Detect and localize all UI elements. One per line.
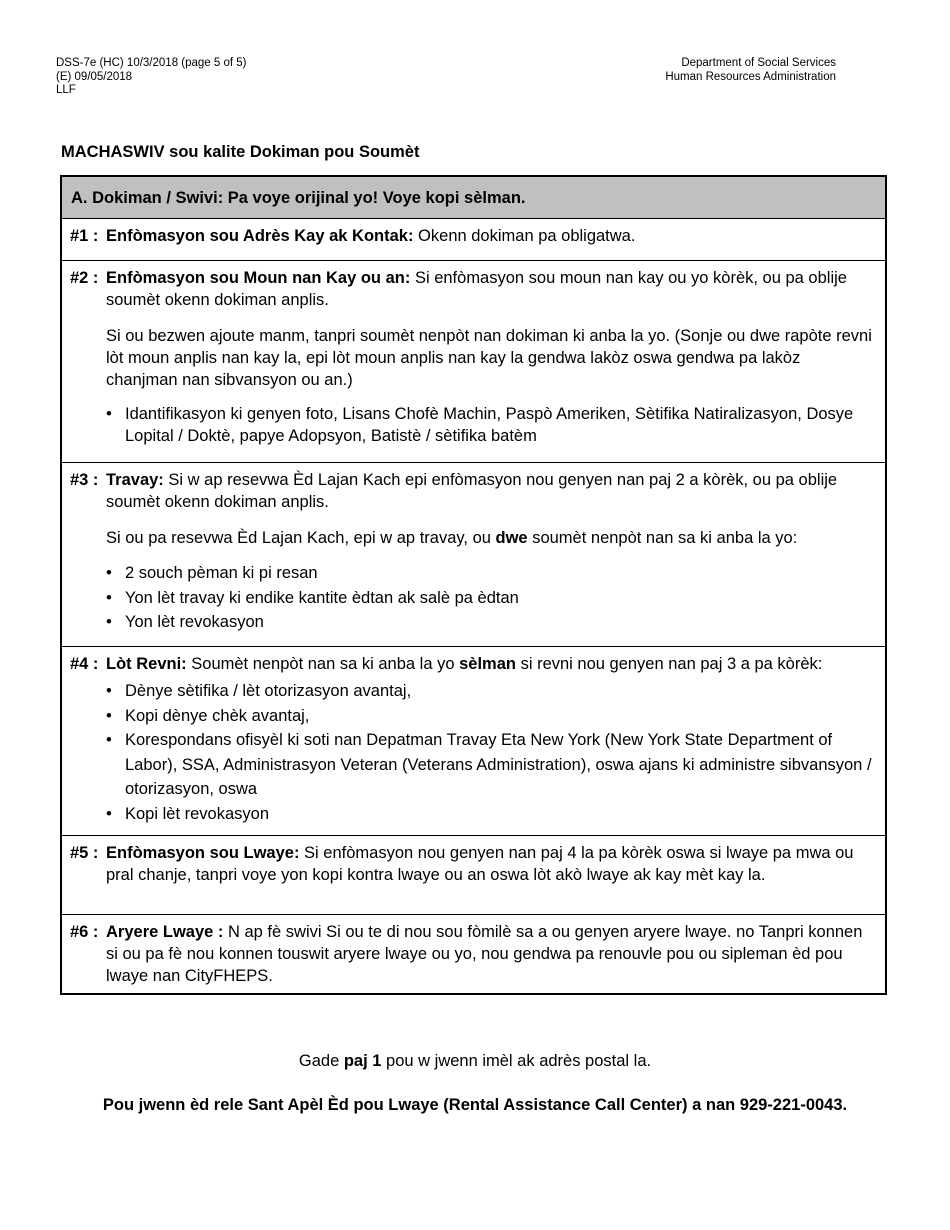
- list-item: • Kopi lèt revokasyon: [125, 802, 875, 827]
- section-text: Okenn dokiman pa obligatwa.: [413, 227, 636, 245]
- call-center-notice: Pou jwenn èd rele Sant Apèl Èd pou Lwaye (Rental Assistance Call Center) a nan 929-221-0043.: [102, 1096, 848, 1114]
- paragraph-text: Si ou pa resevwa Èd Lajan Kach, epi w ap travay, ou: [106, 529, 496, 547]
- section-5: [62, 836, 885, 915]
- section-number: #1 :: [70, 227, 99, 245]
- administration-name: Human Resources Administration: [665, 70, 836, 83]
- contact-reference-note: [0, 1052, 950, 1071]
- section-number: #3 :: [70, 471, 99, 489]
- bullet-list: [106, 403, 875, 447]
- section-label: Enfòmasyon sou Moun nan Kay ou an:: [106, 269, 411, 287]
- list-item: • Dènye sètifika / lèt otorizasyon avantaj,: [125, 679, 875, 704]
- section-number: #4 :: [70, 655, 99, 673]
- section-label: Lòt Revni:: [106, 655, 187, 673]
- section-label: Aryere Lwaye :: [106, 923, 224, 941]
- section-number: #5 :: [70, 844, 99, 862]
- list-item: • Yon lèt revokasyon: [125, 610, 875, 635]
- section-label: Enfòmasyon sou Adrès Kay ak Kontak:: [106, 227, 414, 245]
- form-edition-date: (E) 09/05/2018: [56, 70, 133, 83]
- section-text: Si w ap resevwa Èd Lajan Kach epi enfòmasyon nou genyen nan paj 2 a kòrèk, ou pa oblije soumèt okenn dokiman anplis.: [106, 471, 838, 511]
- section-4: [62, 647, 885, 836]
- list-item: • Korespondans ofisyèl ki soti nan Depatman Travay Eta New York (New York State Department of Labor), SSA, Administrasyon Veteran (Veterans Administration), oswa ajans ki administre sibvansyon / otorizasyon, oswa: [125, 728, 875, 802]
- section-text: si revni nou genyen nan paj 3 a pa kòrèk:: [515, 655, 823, 673]
- section-number: #6 :: [70, 923, 99, 941]
- section-label: Enfòmasyon sou Lwaye:: [106, 844, 300, 862]
- section-text: N ap fè swivi Si ou te di nou sou fòmilè sa a ou genyen aryere lwaye. no Tanpri konnen si ou pa fè nou konnen touswit aryere lwaye ou yo, nou gendwa pa renouvle pou ou sipleman èd pou lwaye nan CityFHEPS.: [106, 923, 863, 985]
- documents-table: [60, 175, 887, 995]
- list-item: • Kopi dènye chèk avantaj,: [125, 704, 875, 729]
- section-paragraph: Si ou bezwen ajoute manm, tanpri soumèt nenpòt nan dokiman ki anba la yo. (Sonje ou dwe rapòte revni lòt moun anplis nan kay la, epi lòt moun anplis nan kay la gendwa lakòz oswa gendwa pa lakòz chanjman nan sibvansyon ou an.): [106, 327, 872, 389]
- list-item: • 2 souch pèman ki pi resan: [125, 561, 875, 586]
- section-number: #2 :: [70, 269, 99, 287]
- list-item: • Yon lèt travay ki endike kantite èdtan ak salè pa èdtan: [125, 586, 875, 611]
- form-identifier: [56, 57, 247, 98]
- department-name: Department of Social Services: [681, 57, 836, 69]
- emphasis-text: sèlman: [459, 655, 516, 673]
- section-text: Si enfòmasyon nou genyen nan paj 4 la pa kòrèk oswa si lwaye pa mwa ou pral chanje, tanpri voye yon kopi kontra lwaye ou an oswa lòt akò lwaye ak kay mèt kay la.: [106, 844, 854, 884]
- section-label: Travay:: [106, 471, 164, 489]
- agency-name: [665, 57, 836, 84]
- section-text: Soumèt nenpòt nan sa ki anba la yo: [186, 655, 460, 673]
- form-number: DSS-7e (HC) 10/3/2018 (page 5 of 5): [56, 57, 247, 69]
- bullet-list: [106, 561, 875, 635]
- section-2: [62, 261, 885, 463]
- list-item: • Idantifikasyon ki genyen foto, Lisans Chofè Machin, Paspò Ameriken, Sètifika Natiralizasyon, Dosye Lopital / Doktè, papye Adopsyon, Batistè / sètifika batèm: [125, 403, 875, 447]
- section-text: Si enfòmasyon sou moun nan kay ou yo kòrèk, ou pa oblije soumèt okenn dokiman anplis.: [106, 269, 847, 309]
- form-language-code: LLF: [56, 84, 76, 96]
- page-title: MACHASWIV sou kalite Dokiman pou Soumèt: [61, 143, 420, 161]
- note-text: Gade: [298, 1052, 344, 1070]
- note-text: pou w jwenn imèl ak adrès postal la.: [381, 1052, 652, 1070]
- page-reference: paj 1: [343, 1052, 382, 1070]
- section-6: [62, 915, 885, 993]
- table-heading: A. Dokiman / Swivi: Pa voye orijinal yo! Voye kopi sèlman.: [62, 177, 885, 219]
- paragraph-text: soumèt nenpòt nan sa ki anba la yo:: [527, 529, 798, 547]
- emphasis-text: dwe: [495, 529, 528, 547]
- section-3: [62, 463, 885, 647]
- section-1: [62, 219, 885, 261]
- section-paragraph: [106, 527, 875, 549]
- bullet-list: [106, 679, 875, 826]
